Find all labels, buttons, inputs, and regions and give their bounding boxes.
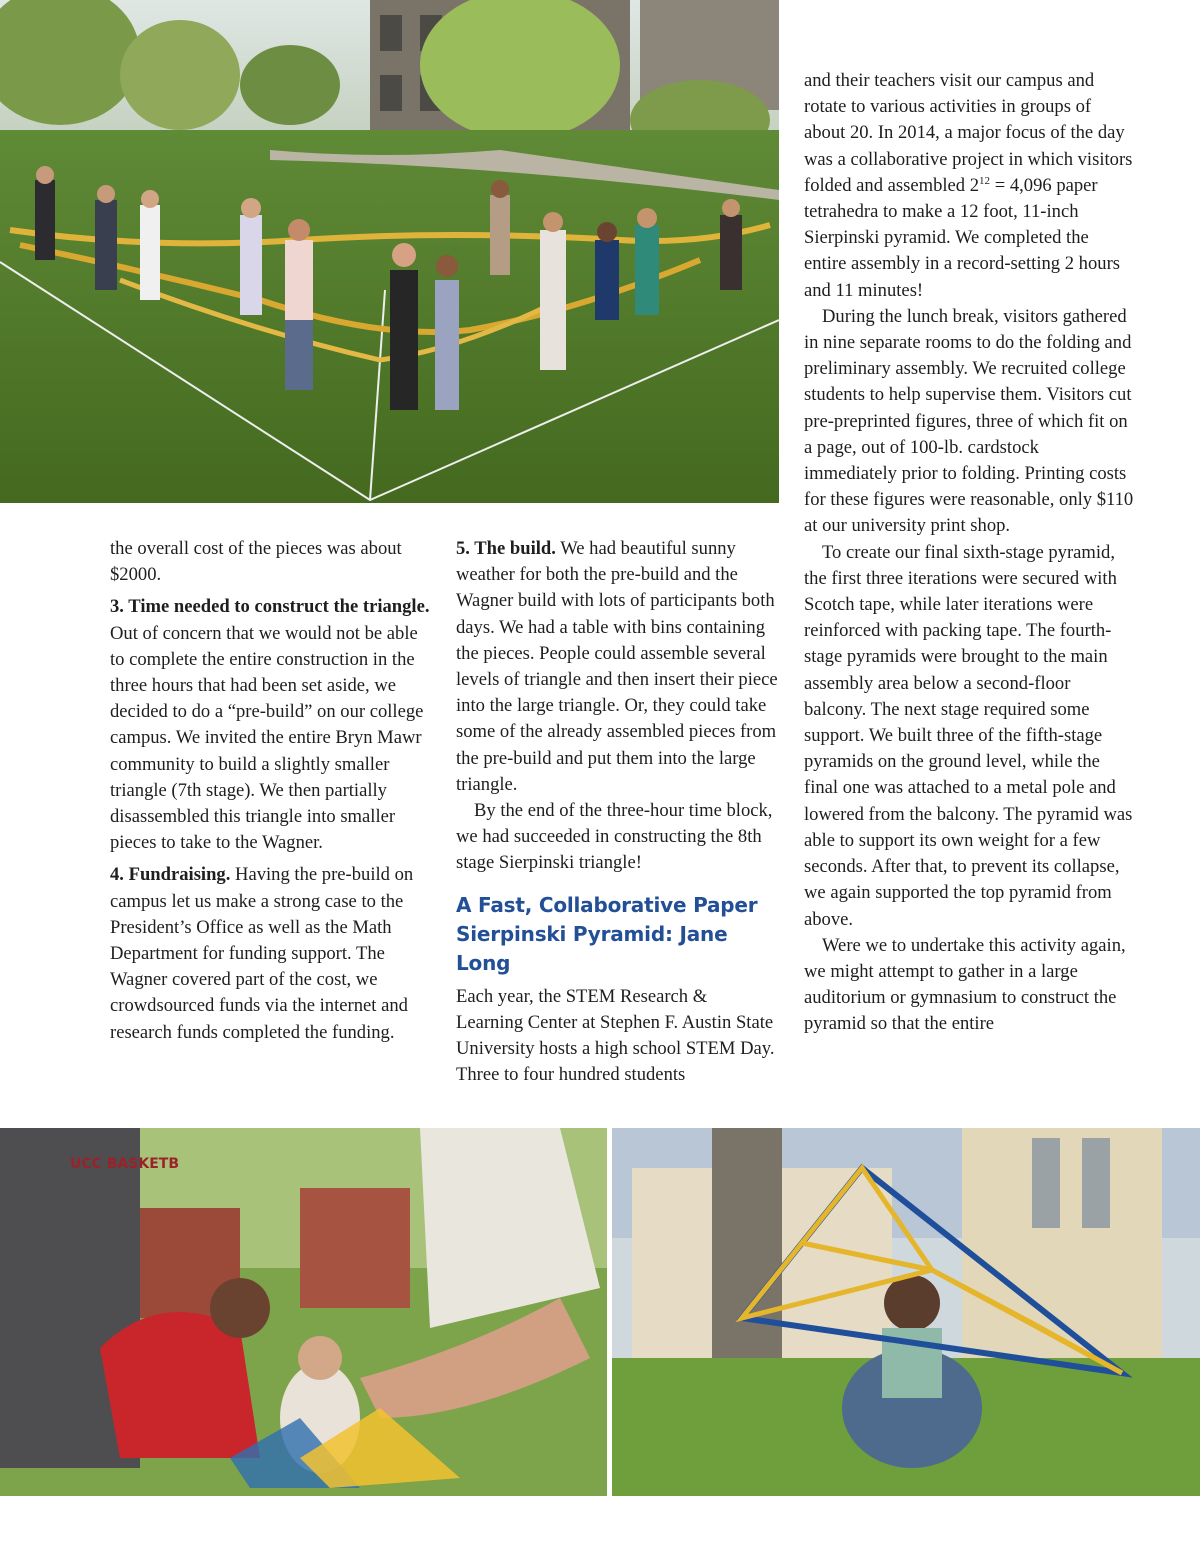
paragraph-build bbox=[456, 536, 778, 798]
text-column-right bbox=[804, 68, 1134, 1038]
jacket-text: UCC BASKETB bbox=[70, 1156, 180, 1172]
paragraph-fundraising bbox=[110, 862, 432, 1045]
child-holding-pyramid-image bbox=[612, 1128, 1200, 1496]
text-column-middle bbox=[456, 536, 778, 1088]
text-column-left bbox=[110, 536, 432, 1046]
bottom-right-photo-child-with-pyramid bbox=[612, 1128, 1200, 1496]
paragraph-time-needed bbox=[110, 594, 432, 856]
heading-line-2: Sierpinski Pyramid: Jane Long bbox=[456, 921, 728, 975]
paragraph-lunch-break: During the lunch break, visitors gathered in nine separate rooms to do the folding and preliminary assembly. We recruited college students to help supervise them. Visitors cut pre-preprinted figures, three of which fit on a page, out of 100-lb. cardstock immediately prior to folding. Printing costs for these figures were reasonable, only $110 at our university print shop. bbox=[804, 305, 1134, 537]
text-part-a: and their teachers visit our campus and rotate to various activities in groups of about 20. In 2014, a major focus of the day was a collaborative project in which visitors folded and assembled 2 bbox=[804, 70, 1133, 196]
section-heading-paper-pyramid bbox=[456, 891, 778, 978]
section-lead-build: 5. The build. bbox=[456, 538, 556, 559]
paragraph-stem-day: Each year, the STEM Research & Learning Center at Stephen F. Austin State University hosts a high school STEM Day. Three to four hundred students bbox=[456, 985, 775, 1086]
text-part-b: = 4,096 paper tetrahedra to make a 12 foot, 11-inch Sierpinski pyramid. We completed the entire assembly in a record-setting 2 hours and 11 minutes! bbox=[804, 174, 1121, 301]
section-lead-fundraising: 4. Fundraising. bbox=[110, 864, 231, 886]
lawn-scene-image bbox=[0, 0, 779, 503]
top-photo-group-with-sierpinski-triangle bbox=[0, 0, 779, 503]
paragraph-fundraising-text: Having the pre-build on campus let us make a strong case to the President’s Office as well as the Math Department for funding support. The Wagner covered part of the cost, we crowdsourced funds via the internet and research funds completed the funding. bbox=[110, 864, 414, 1043]
bottom-left-photo-children-building bbox=[0, 1128, 607, 1496]
section-lead-time: 3. Time needed to construct the triangle. bbox=[110, 596, 430, 618]
paragraph-teachers-visit bbox=[804, 68, 1134, 304]
paragraph-result: By the end of the three-hour time block, we had succeeded in constructing the 8th stage Sierpinski triangle! bbox=[456, 800, 773, 874]
children-assembling-image bbox=[0, 1128, 607, 1496]
superscript-12: 12 bbox=[979, 174, 991, 187]
heading-line-1: A Fast, Collaborative Paper bbox=[456, 892, 758, 917]
paragraph-cost: the overall cost of the pieces was about $2000. bbox=[110, 538, 402, 586]
paragraph-build-text: We had beautiful sunny weather for both the pre-build and the Wagner build with lots of participants both days. We had a table with bins containing the pieces. People could assemble several levels of triangle and then insert their piece into the large triangle. Or, they could take some of the already assembled pieces from the pre-build and put them into the large triangle. bbox=[456, 538, 778, 795]
paragraph-final-pyramid: To create our final sixth-stage pyramid, the first three iterations were secured with Scotch tape, while later iterations were reinforced with packing tape. The fourth-stage pyramids were brought to the main assembly area below a second-floor balcony. The next stage required some support. We built three of the fifth-stage pyramids on the ground level, while the final one was attached to a metal pole and lowered from the balcony. The pyramid was able to support its own weight for a few seconds. After that, to prevent its collapse, we again supported the top pyramid from above. bbox=[804, 541, 1133, 930]
paragraph-undertake-again: Were we to undertake this activity again, we might attempt to gather in a large auditorium or gymnasium to construct the pyramid so that the entire bbox=[804, 934, 1126, 1035]
paragraph-time-text: Out of concern that we would not be able to complete the entire construction in the three hours that had been set aside, we decided to do a “pre-build” on our college campus. We invited the entire Bryn Mawr community to build a slightly smaller triangle (7th stage). We then partially disassembled this triangle into smaller pieces to take to the Wagner. bbox=[110, 622, 424, 854]
